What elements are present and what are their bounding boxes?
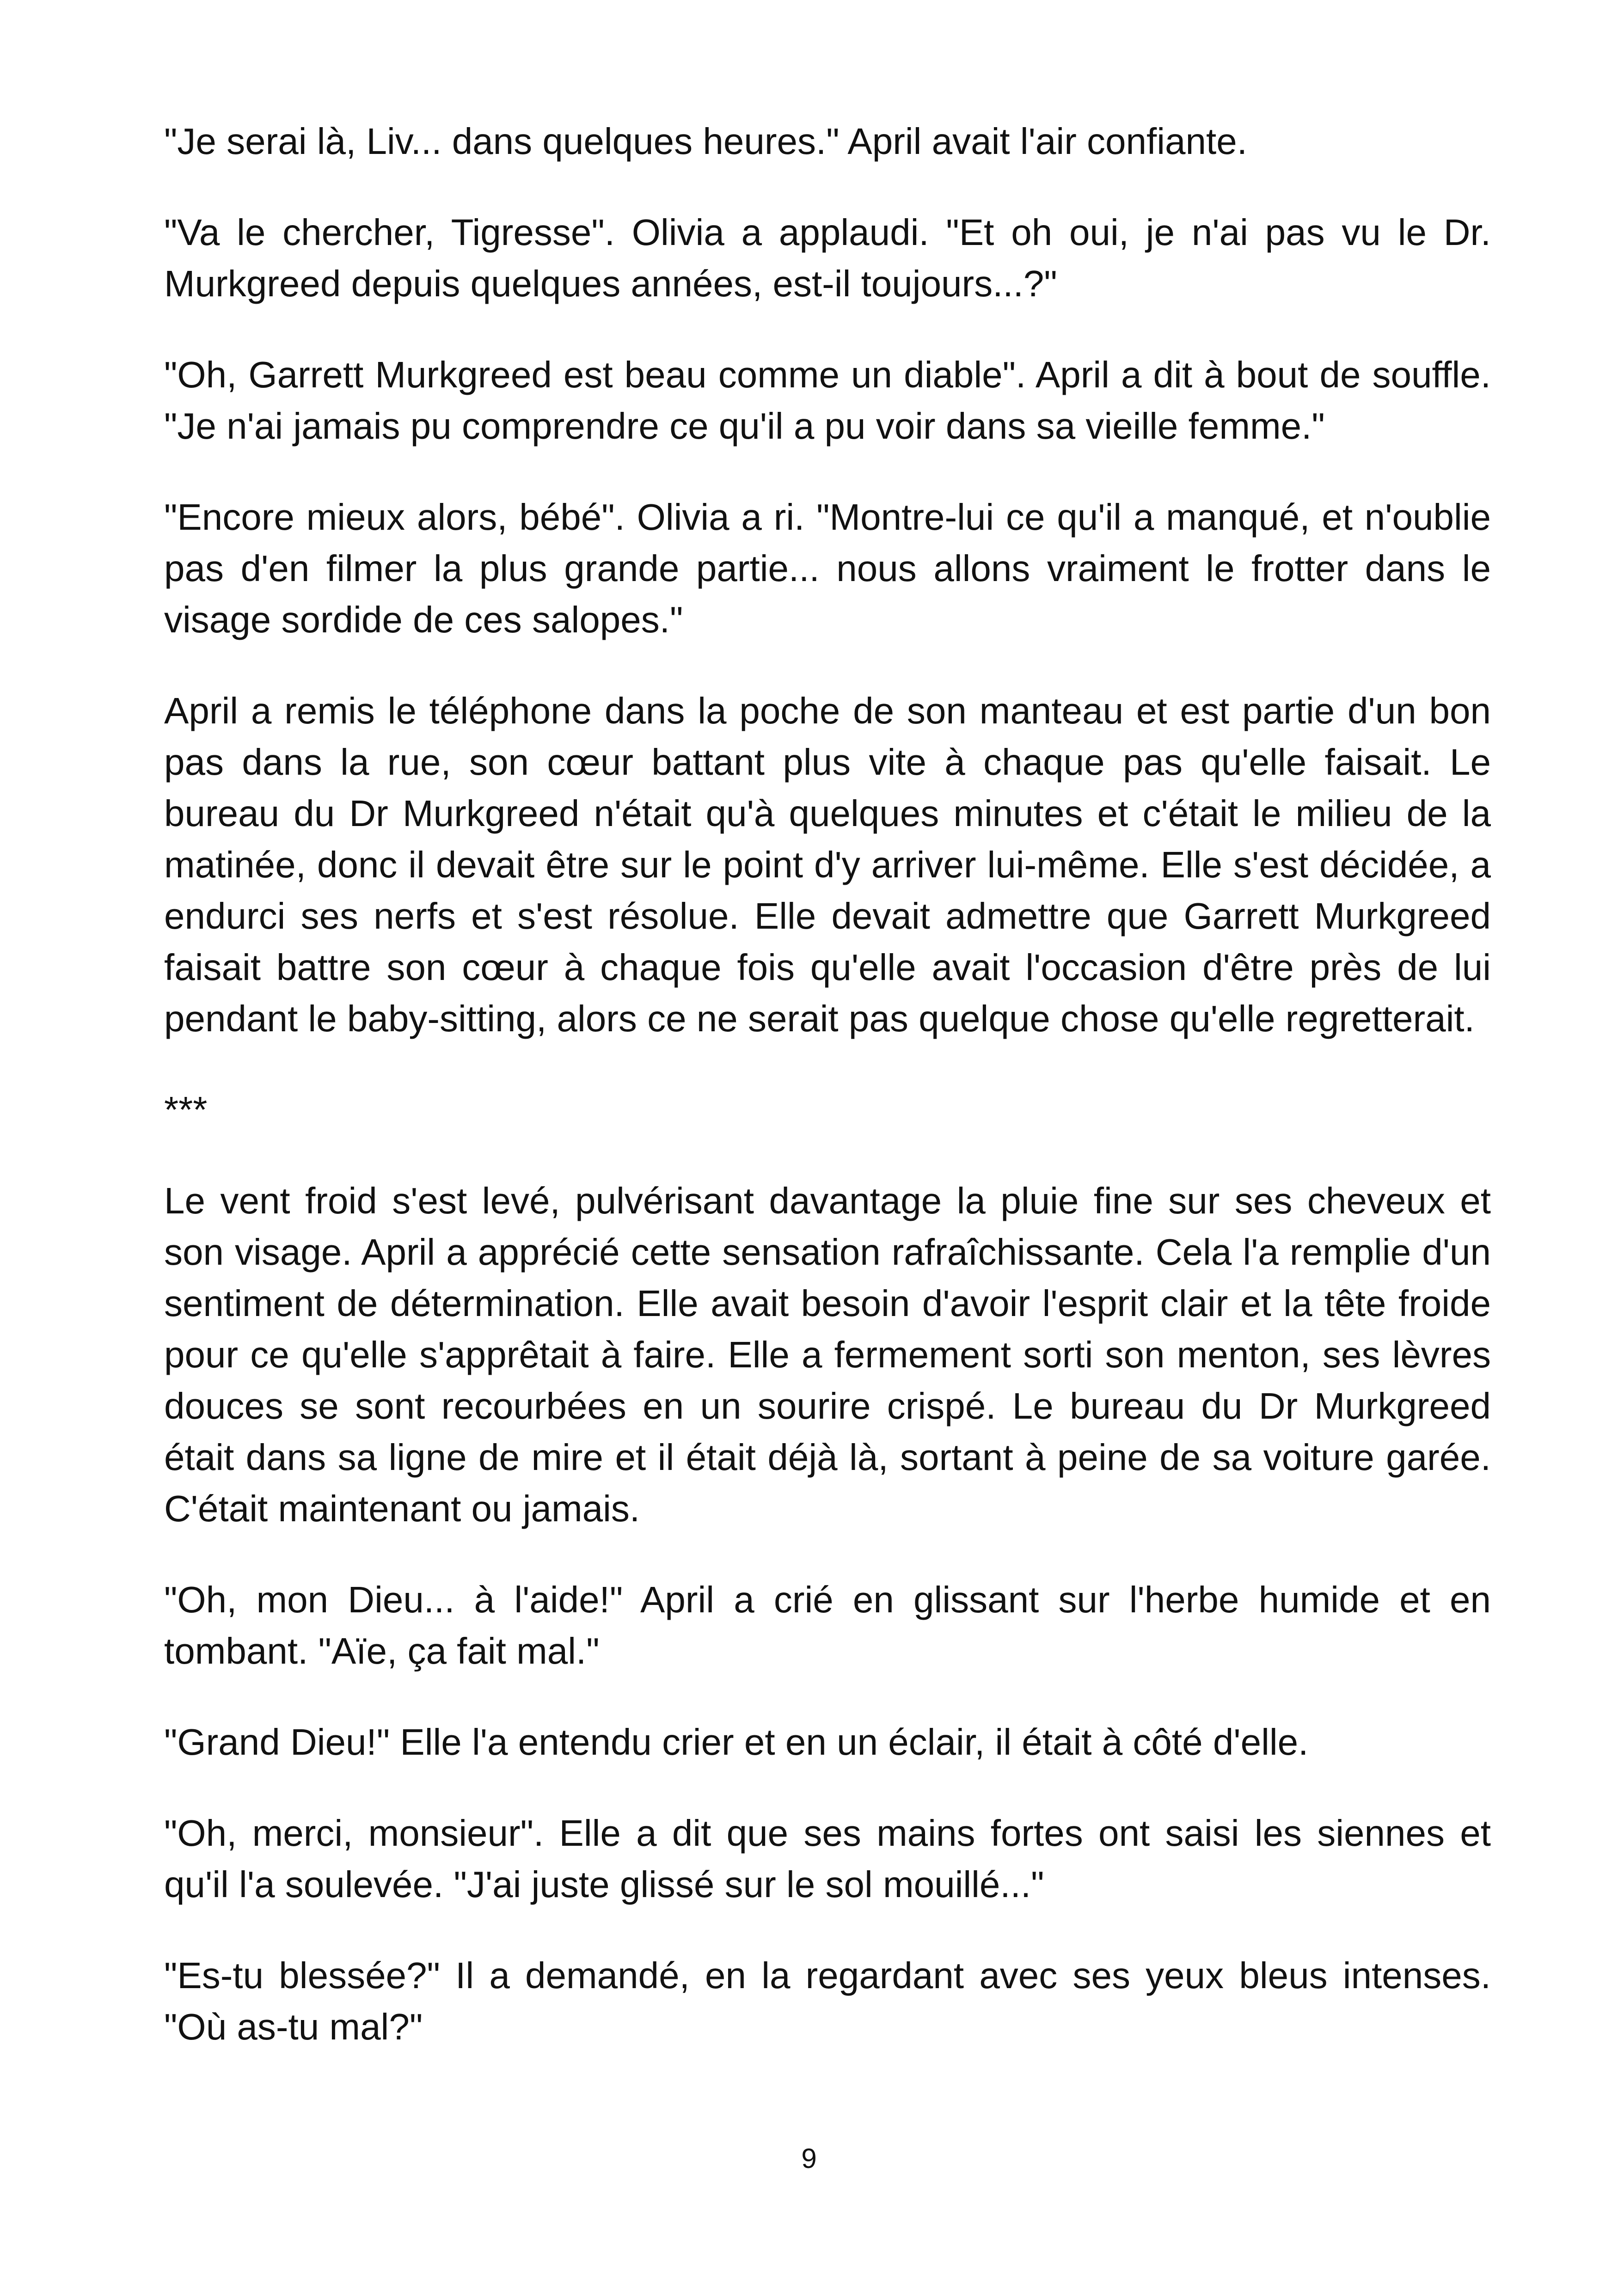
body-text (164, 116, 1491, 2092)
paragraph-4: "Encore mieux alors, bébé". Olivia a ri. "Montre-lui ce qu'il a manqué, et n'oublie pas d'en filmer la plus grande partie... nous allons vraiment le frotter dans le visage sordide de ces salopes." (164, 496, 1491, 640)
scene-break: *** (164, 1089, 208, 1130)
paragraph-9: "Grand Dieu!" Elle l'a entendu crier et en un éclair, il était à côté d'elle. (164, 1721, 1309, 1763)
paragraph-1: "Je serai là, Liv... dans quelques heures." April avait l'air confiante. (164, 121, 1247, 162)
paragraph-10: "Oh, merci, monsieur". Elle a dit que ses mains fortes ont saisi les siennes et qu'il l'a soulevée. "J'ai juste glissé sur le sol mouillé..." (164, 1812, 1491, 1905)
paragraph-3: "Oh, Garrett Murkgreed est beau comme un diable". April a dit à bout de souffle. "Je n'ai jamais pu comprendre ce qu'il a pu voir dans sa vieille femme." (164, 354, 1491, 447)
paragraph-2: "Va le chercher, Tigresse". Olivia a applaudi. "Et oh oui, je n'ai pas vu le Dr. Murkgreed depuis quelques années, est-il toujours...?" (164, 212, 1491, 304)
paragraph-5: April a remis le téléphone dans la poche de son manteau et est partie d'un bon pas dans la rue, son cœur battant plus vite à chaque pas qu'elle faisait. Le bureau du Dr Murkgreed n'était qu'à quelques minutes et c'était le milieu de la matinée, donc il devait être sur le point d'y arriver lui-même. Elle s'est décidée, a endurci ses nerfs et s'est résolue. Elle devait admettre que Garrett Murkgreed faisait battre son cœur à chaque fois qu'elle avait l'occasion d'être près de lui pendant le baby-sitting, alors ce ne serait pas quelque chose qu'elle regretterait. (164, 690, 1491, 1039)
page-number: 9 (801, 2143, 817, 2174)
paragraph-8: "Oh, mon Dieu... à l'aide!" April a crié en glissant sur l'herbe humide et en tombant. "Aïe, ça fait mal." (164, 1579, 1491, 1671)
paragraph-7: Le vent froid s'est levé, pulvérisant davantage la pluie fine sur ses cheveux et son visage. April a apprécié cette sensation rafraîchissante. Cela l'a remplie d'un sentiment de détermination. Elle avait besoin d'avoir l'esprit clair et la tête froide pour ce qu'elle s'apprêtait à faire. Elle a fermement sorti son menton, ses lèvres douces se sont recourbées en un sourire crispé. Le bureau du Dr Murkgreed était dans sa ligne de mire et il était déjà là, sortant à peine de sa voiture garée. C'était maintenant ou jamais. (164, 1180, 1491, 1529)
paragraph-11: "Es-tu blessée?" Il a demandé, en la regardant avec ses yeux bleus intenses. "Où as-tu mal?" (164, 1955, 1491, 2047)
